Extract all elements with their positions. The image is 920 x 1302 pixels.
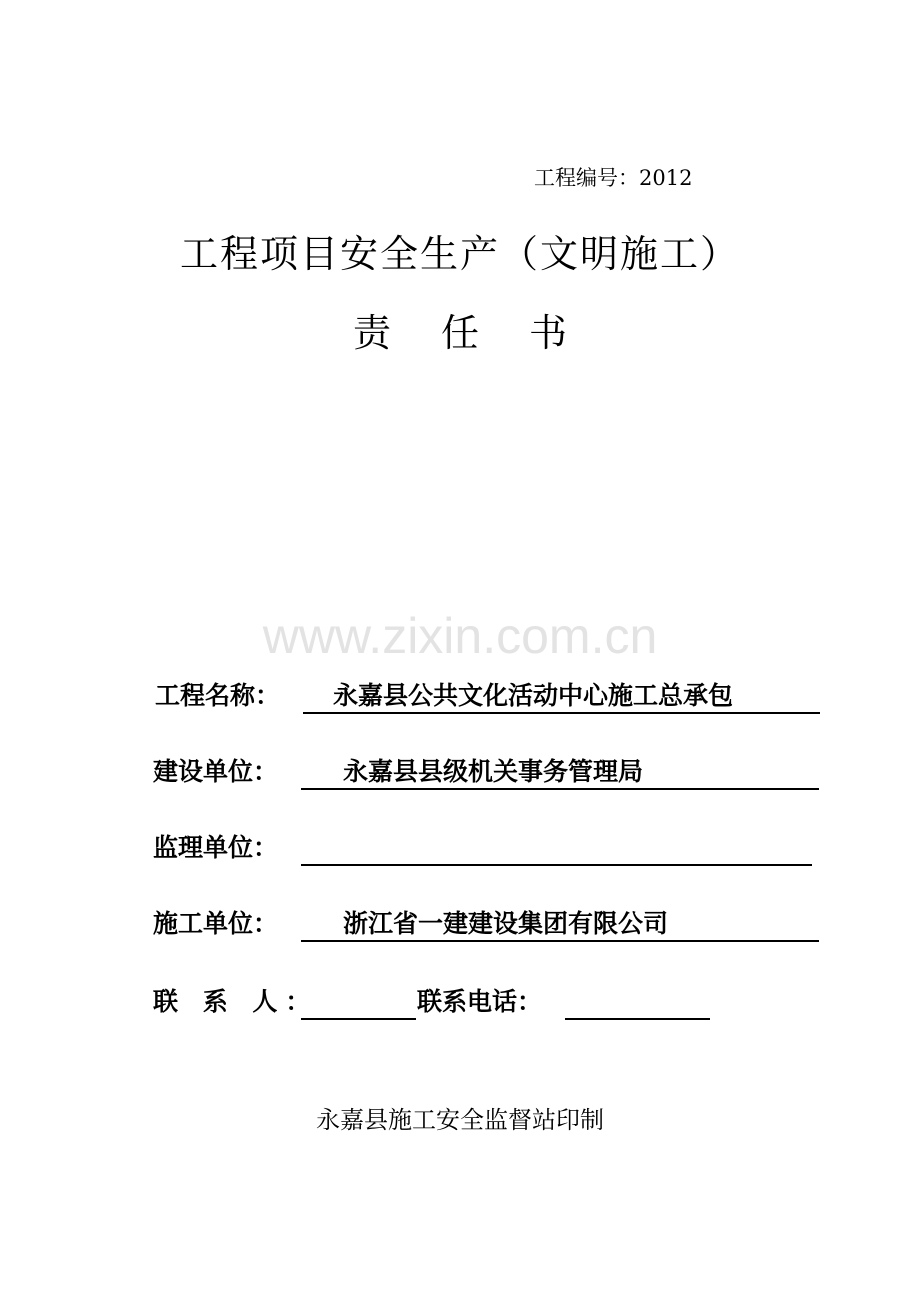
printer-footer: 永嘉县施工安全监督站印制 [316, 1106, 604, 1134]
field-label: 监理单位： [153, 833, 279, 862]
project-number: 工程编号：2012 [534, 166, 693, 190]
field-value: 永嘉县公共文化活动中心施工总承包 [333, 681, 734, 710]
document-title: 工程项目安全生产（文明施工） [179, 232, 740, 276]
field-label: 工程名称： [155, 681, 281, 710]
field-value: 浙江省一建建设集团有限公司 [343, 909, 669, 938]
field-project-name [155, 676, 825, 716]
field-label: 联 系 人： [153, 987, 319, 1016]
field-label: 施工单位： [153, 909, 279, 938]
field-contact-person [153, 982, 423, 1022]
field-underline [301, 828, 812, 866]
field-underline [565, 982, 710, 1020]
field-supervision-unit [153, 828, 823, 868]
field-builder-unit [153, 904, 823, 944]
field-construction-unit [153, 752, 823, 792]
document-subtitle: 责任书 [352, 311, 617, 355]
watermark: www.zixin.com.cn [262, 608, 658, 664]
field-label: 建设单位： [153, 757, 279, 786]
field-underline [301, 982, 416, 1020]
field-value: 永嘉县县级机关事务管理局 [343, 757, 644, 786]
field-contact-phone [417, 982, 717, 1022]
field-label: 联系电话： [417, 987, 543, 1016]
